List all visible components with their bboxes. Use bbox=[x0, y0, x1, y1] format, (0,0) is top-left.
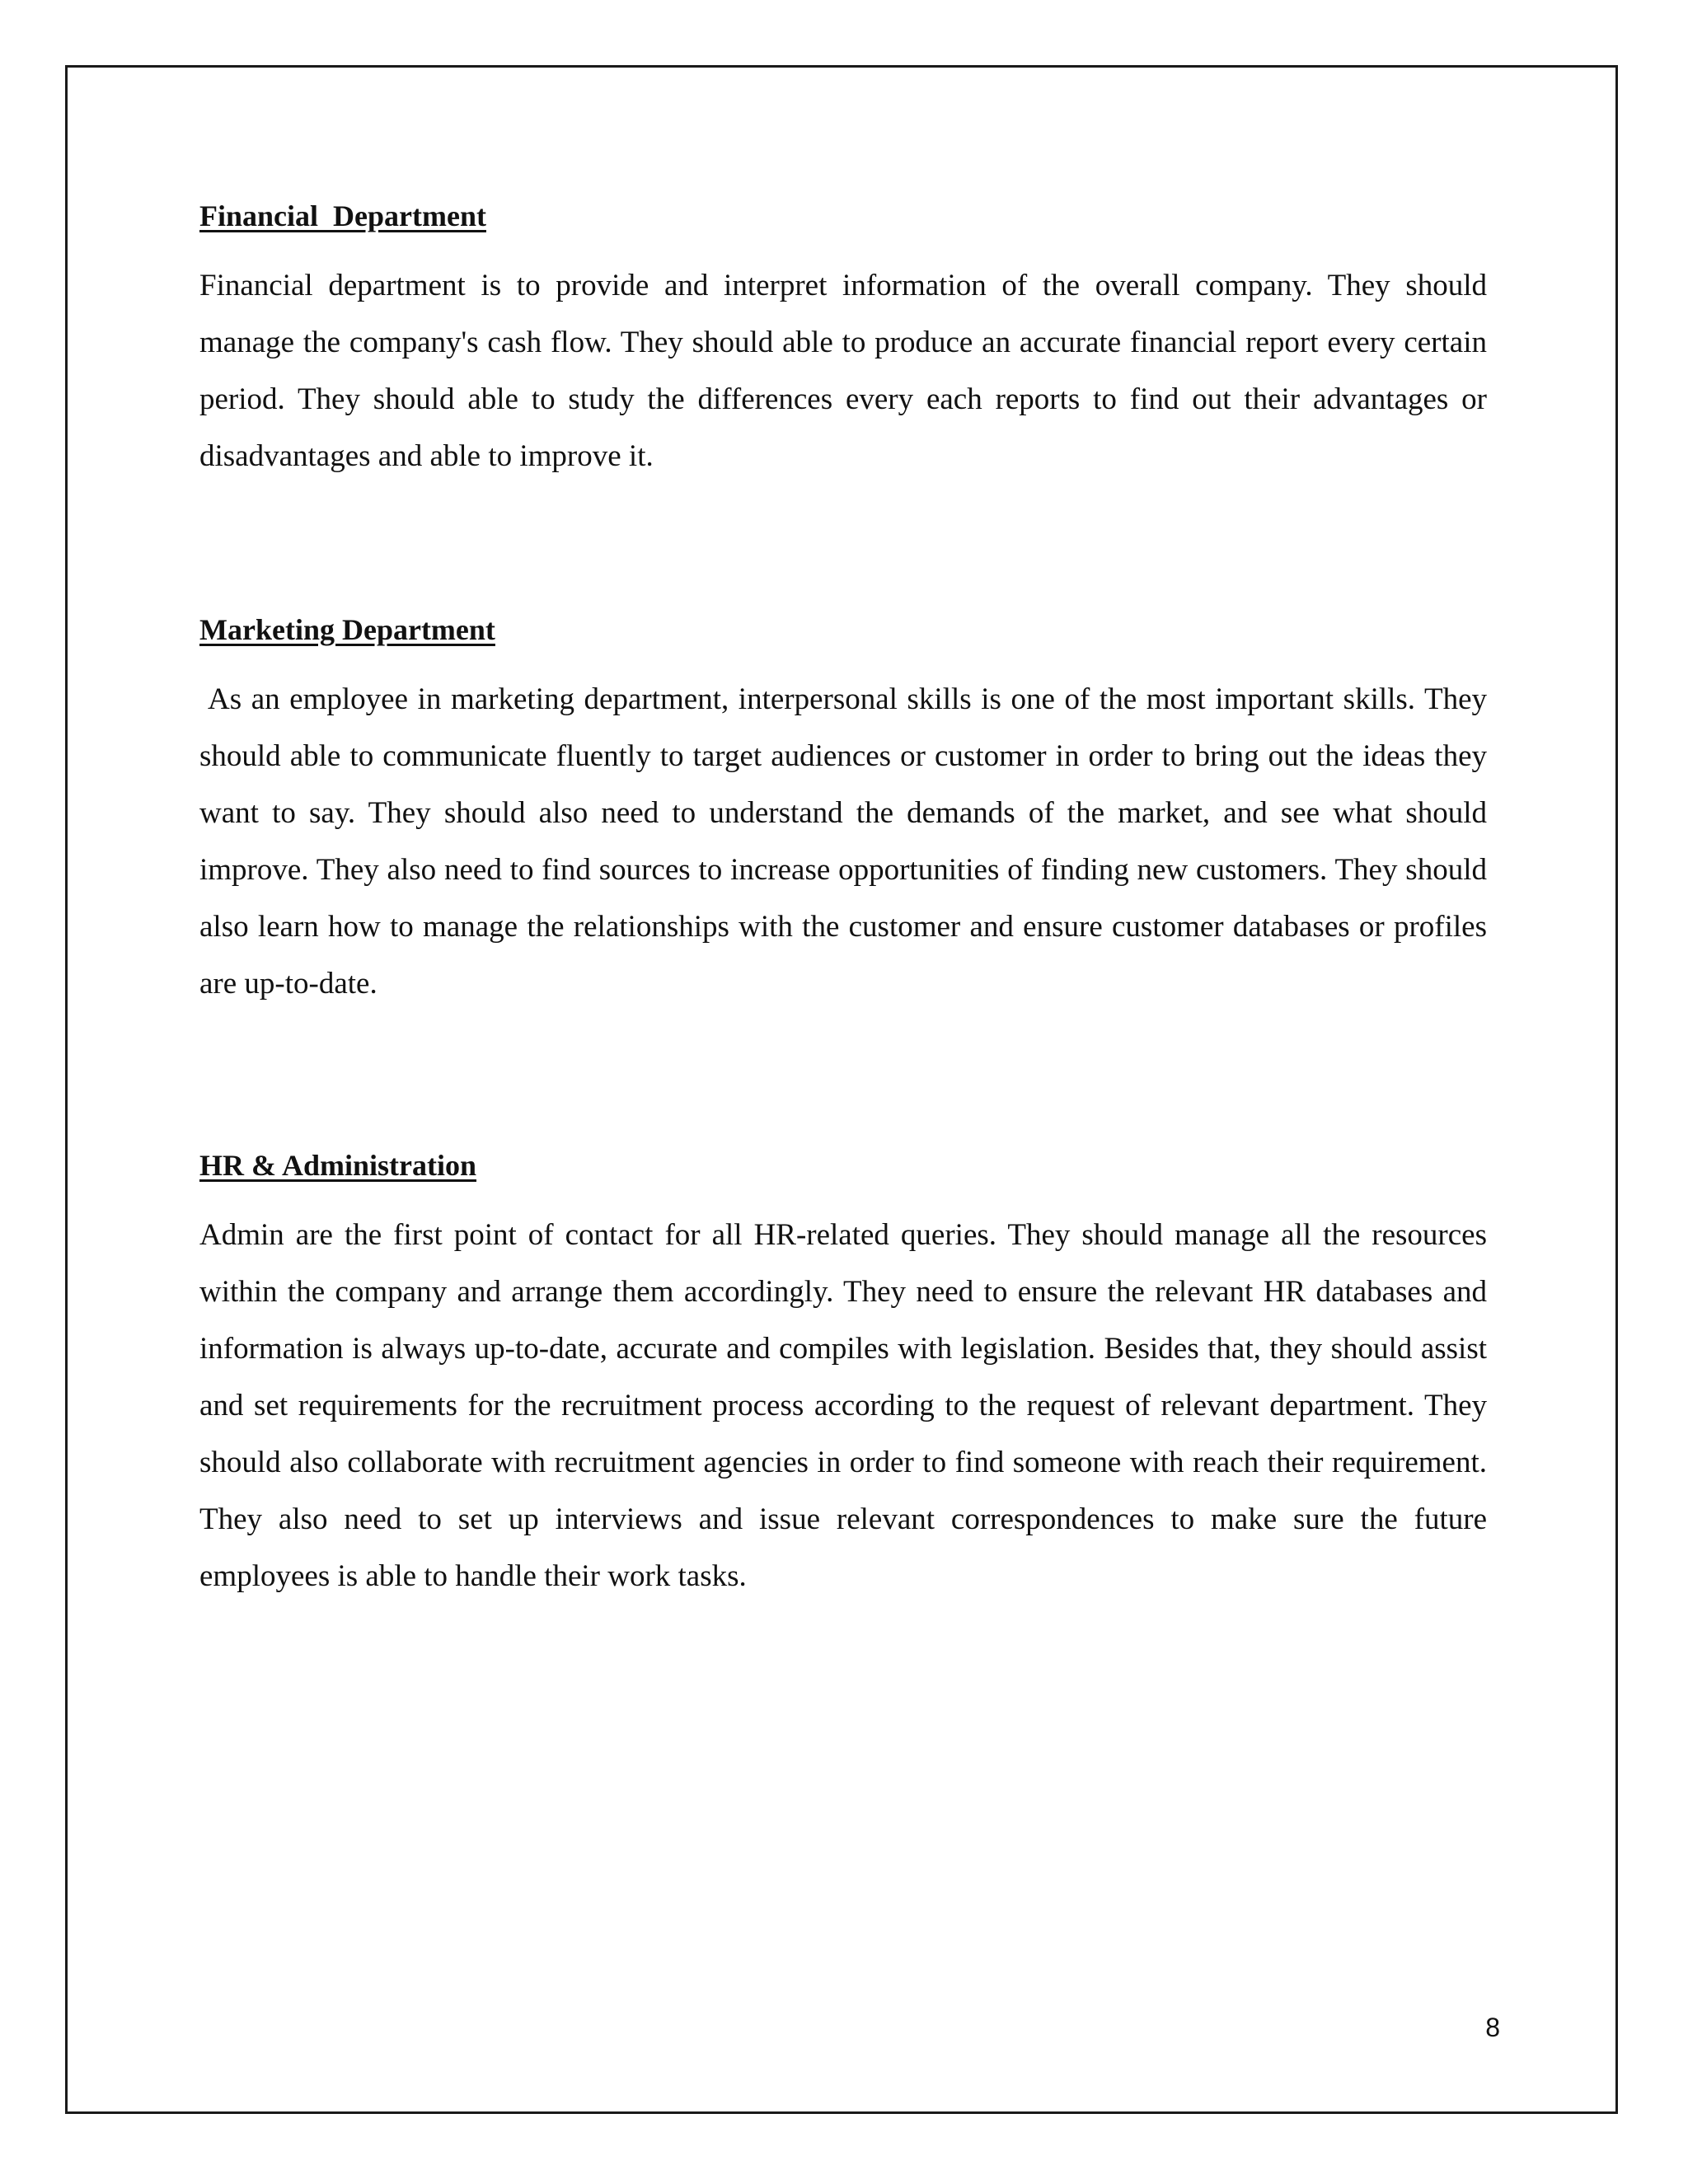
section-financial-department bbox=[199, 194, 1487, 485]
page-number: 8 bbox=[1485, 2013, 1500, 2042]
section-marketing-department bbox=[199, 608, 1487, 1012]
document-content bbox=[199, 194, 1487, 1728]
section-paragraph: Financial department is to provide and interpret information of the overall company. They should manage the company's cash flow. They should able to produce an accurate financial report every certain period. They should able to study the differences every each reports to find out their advantages or disadvantages and able to improve it. bbox=[199, 269, 1487, 473]
section-heading: Financial Department bbox=[199, 199, 486, 232]
section-paragraph: Admin are the first point of contact for all HR-related queries. They should manage all the resources within the company and arrange them accordingly. They need to ensure the relevant HR databases and information is always up-to-date, accurate and compiles with legislation. Besides that, they should assist and set requirements for the recruitment process according to the request of relevant department. They should also collaborate with recruitment agencies in order to find someone with reach their requirement. They also need to set up interviews and issue relevant correspondences to make sure the future employees is able to handle their work tasks. bbox=[199, 1218, 1487, 1593]
section-heading: Marketing Department bbox=[199, 613, 495, 646]
section-hr-administration bbox=[199, 1144, 1487, 1605]
section-heading: HR & Administration bbox=[199, 1149, 477, 1182]
section-paragraph: As an employee in marketing department, interpersonal skills is one of the most important skills. They should able to communicate fluently to target audiences or customer in order to bring out the ideas they want to say. They should also need to understand the demands of the market, and see what should improve. They also need to find sources to increase opportunities of finding new customers. They should also learn how to manage the relationships with the customer and ensure customer databases or profiles are up-to-date. bbox=[199, 682, 1487, 1001]
